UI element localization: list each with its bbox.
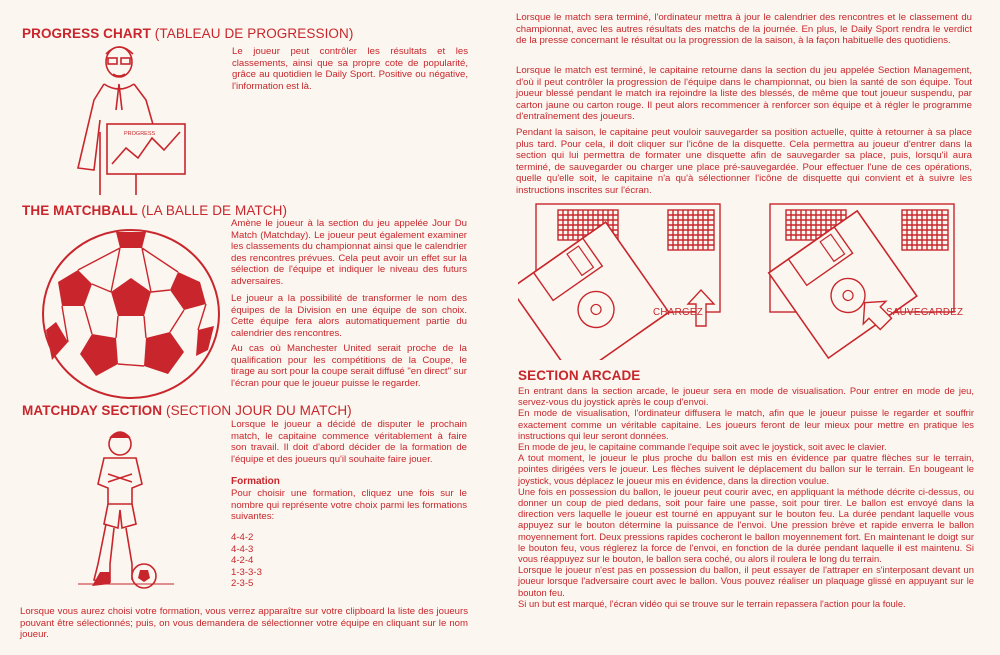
formation-list: [231, 532, 262, 590]
right-para1: Lorsque le match sera terminé, l'ordinateur mettra à jour le calendrier des rencontres et le classement du championnat, avec les autres résultats des matchs de la journée. En plus, le Daily Sport rendra le verdict de la presse concernant le résultat ou la progression de la saison, à la façon habituelle des quotidiens.: [516, 12, 972, 47]
arcade-body: En entrant dans la section arcade, le joueur sera en mode de visualisation. Pour entrer en mode de jeu, servez-vous du joystick après le coup d'envoi. En mode de visualisation, l'ordinateur diffusera le match, afin que le joueur puisse le regarder et souffrir exactement comme un véritable capitaine. Les joueurs feront de leur mieux pour mettre en pratique les instructions qui leur seront données. En mode de jeu, le capitaine commande l'equipe soit avec le joystick, soit avec le clavier. A tout moment, le joueur le plus proche du ballon est mis en évidence par quatre flèches sur le terrain, pointes dirigées vers le joueur. Les flèches suivent le déplacement du ballon sur le terrain. En bougeant le joystick, vous déplacez le joueur mis en évidence, dans la direction voulue. Une fois en possession du ballon, le joueur peut courir avec, en appliquant la méthode décrite ci-dessus, ou donner un coup de pied dedans, soit pour faire une passe, soit pour tirer. Le ballon est envoyé dans la direction vers laquelle le joueur est tourné en appuyant sur le bouton feu. La durée pendant laquelle vous appuyez sur le bouton détermine la puissance de l'envoi. Une pression brève et rapide enverra le ballon moyennement fort. Deux pressions rapides cocheront le ballon moyennement fort. En maintenant le doigt sur le bouton feu, vous réglerez la force de l'envoi, en fonction de la durée pendant laquelle il est maintenu. Si vous réappuyez sur le bouton, le ballon sera coché, ou alors il roulera le long du terrain. Lorsque le joueur n'est pas en possession du ballon, il peut essayer de l'attraper en s'interposant devant un joueur lorsque l'adversaire court avec le ballon. Vous pouvez réaliser un plaquage glissé en appuyant sur le bouton feu. Si un but est marqué, l'écran vidéo qui se trouve sur le terrain repassera l'action pour la foule.: [518, 385, 974, 609]
load-label[interactable]: CHARGEZ: [653, 307, 703, 318]
matchday-heading: MATCHDAY SECTION (SECTION JOUR DU MATCH): [22, 403, 352, 418]
progress-body: Le joueur peut contrôler les résultats et les classements, ainsi que sa propre cote de popularité, grâce au quotidien le Daily Sport. Positive ou négative, l'information est là.: [232, 46, 468, 92]
matchball-heading-fr: (LA BALLE DE MATCH): [141, 203, 288, 218]
save-disk-illustration[interactable]: [752, 200, 972, 360]
progress-heading-fr: (TABLEAU DE PROGRESSION): [154, 26, 354, 41]
formation-option[interactable]: 4-2-4: [231, 555, 254, 567]
formation-option[interactable]: 1-3-3-3: [231, 566, 262, 578]
footballer-illustration: [70, 424, 180, 594]
formation-option[interactable]: 2-3-5: [231, 578, 254, 590]
arcade-heading: SECTION ARCADE: [518, 368, 641, 383]
formation-option[interactable]: 4-4-3: [231, 543, 254, 555]
matchday-body: Lorsque le joueur a décidé de disputer le prochain match, le capitaine commence véritablement à faire son travail. Il doit d'abord décider de la formation de l'équipe et des joueurs qu'il souhaite faire jouer.: [231, 419, 467, 465]
progress-heading: PROGRESS CHART (TABLEAU DE PROGRESSION): [22, 26, 354, 41]
save-label[interactable]: SAUVEGARDEZ: [886, 307, 964, 318]
chart-board-label: PROGRESS: [124, 131, 156, 137]
matchball-heading: THE MATCHBALL (LA BALLE DE MATCH): [22, 203, 288, 218]
right-para3: Pendant la saison, le capitaine peut vouloir sauvegarder sa position actuelle, quitte à retourner à sa place plus tard. Pour cela, il doit cliquer sur l'icône de la disquette. Cela permettra au joueur d'entrer dans la section qui lui permettra de formater une disquette afin de sauvegarder sa place, puis, lorsqu'il aura terminé, de sauvegarder ou charger une place pré-sauvegardée. Pour effectuer l'une de ces opérations, quelle qu'elle soit, le capitaine n'a qu'à sélectionner l'icône de disquette qui convient et à suivre les instructions inscrites sur l'écran.: [516, 127, 972, 196]
formation-body: Pour choisir une formation, cliquez une fois sur le nombre qui représente votre choix parmi les formations suivantes:: [231, 488, 467, 523]
football-illustration: [38, 226, 224, 402]
formation-title: Formation: [231, 476, 280, 487]
man-with-chart-illustration: [64, 40, 194, 200]
formation-option[interactable]: 4-4-2: [231, 532, 254, 543]
right-para2: Lorsque le match est terminé, le capitaine retourne dans la section du jeu appelée Section Management, d'où il peut contrôler la progression de l'équipe dans le championnat, ou bien la santé de son équipe. Tout joueur blessé pendant le match ira rejoindre la liste des blessés, de même que tout joueur suspendu, par carton jaune ou carton rouge. Il peut alors recommencer à renforcer son équipe et à régler le programme d'entraînement des joueurs.: [516, 65, 972, 123]
matchday-bottom: Lorsque vous aurez choisi votre formation, vous verrez apparaître sur votre clipboard la liste des joueurs pouvant être sélectionnés; puis, on vous demandera de sélectionner votre équipe en cliquant sur le nom joueur.: [20, 606, 468, 641]
matchball-para1: Amène le joueur à la section du jeu appelée Jour Du Match (Matchday). Le joueur peut également examiner les classements du championnat ainsi que le calendrier des rencontres prévues. Cela peut avoir un effet sur la sélection de l'équipe et indiquer le niveau des futurs adversaires.: [231, 218, 467, 287]
matchball-para2: Le joueur a la possibilité de transformer le nom des équipes de la Division en une équipe de son choix. Cette équipe fera alors automatiquement partie du calendrier des rencontres.: [231, 293, 467, 339]
matchball-para3: Au cas où Manchester United serait proche de la qualification pour les compétitions de la Coupe, le tirage au sort pour la coupe serait diffusé "en direct" sur l'écran pour que le joueur puisse le regarder.: [231, 343, 467, 389]
load-disk-illustration[interactable]: [518, 200, 738, 360]
matchday-heading-fr: (SECTION JOUR DU MATCH): [165, 403, 352, 418]
